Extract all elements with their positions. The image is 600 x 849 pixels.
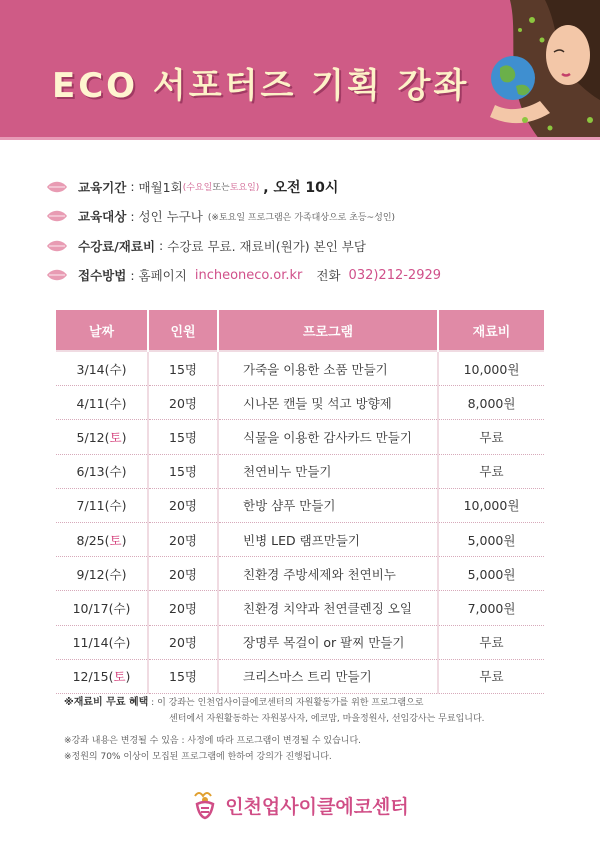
day-text: 수 xyxy=(109,464,122,480)
header-banner xyxy=(0,0,600,140)
change-note: ※강좌 내용은 변경될 수 있음 : 사정에 따라 프로그램이 변경될 수 있습니다. xyxy=(64,736,362,746)
program-cell: 시나몬 캔들 및 석고 방향제 xyxy=(218,386,438,420)
day-text: 수 xyxy=(113,635,126,651)
quota-note: ※정원의 70% 이상이 모집된 프로그램에 한하여 강의가 진행됩니다. xyxy=(64,752,332,762)
program-cell: 장명루 목걸이 or 팔찌 만들기 xyxy=(218,625,438,659)
header-count: 인원 xyxy=(148,310,218,351)
period-note-b: 토요일) xyxy=(229,183,260,194)
header-bottom-band xyxy=(0,137,600,140)
day-text: 수 xyxy=(113,600,126,616)
date-cell: 6/13(수) xyxy=(56,454,148,488)
leaf-bullet-icon xyxy=(46,209,68,223)
table-row xyxy=(56,386,544,420)
leaf-bullet-icon xyxy=(46,268,68,282)
page-title xyxy=(52,58,469,107)
center-name: 인천업사이클에코센터 xyxy=(225,795,409,818)
date-cell: 4/11(수) xyxy=(56,386,148,420)
count-cell: 20명 xyxy=(148,386,218,420)
program-cell: 크리스마스 트리 만들기 xyxy=(218,659,438,693)
fee-text: 수강료 무료. 재료비(원가) 본인 부담 xyxy=(167,238,366,254)
target-text: 성인 누구나 xyxy=(138,209,203,225)
fee-cell: 8,000원 xyxy=(438,386,544,420)
table-row xyxy=(56,351,544,386)
schedule-table xyxy=(56,310,544,694)
benefit-line2: 센터에서 자원활동하는 자원봉사자, 에코맘, 마을정원사, 선임강사는 무료입니다. xyxy=(169,714,485,724)
program-cell: 친환경 주방세제와 천연비누 xyxy=(218,557,438,591)
table-row xyxy=(56,488,544,522)
count-cell: 15명 xyxy=(148,351,218,386)
benefit-line1: : 이 강좌는 인천업사이클에코센터의 자원활동가를 위한 프로그램으로 xyxy=(148,698,424,708)
fee-cell: 10,000원 xyxy=(438,488,544,522)
phone-number[interactable]: 032)212-2929 xyxy=(348,267,442,283)
count-cell: 20명 xyxy=(148,488,218,522)
info-apply: 접수방법 : 홈페이지 incheoneco.or.kr 전화 032)212-2929 xyxy=(46,261,566,291)
apply-text: 홈페이지 xyxy=(138,268,187,284)
leaf-bullet-icon xyxy=(46,180,68,194)
table-row xyxy=(56,420,544,454)
period-time: , 오전 10시 xyxy=(263,179,339,196)
day-text: 수 xyxy=(109,566,122,582)
info-period: 교육기간 : 매월1회 (수요일 또는 토요일) , 오전 10시 xyxy=(46,172,566,202)
day-text-saturday: 토 xyxy=(109,532,122,548)
period-label: 교육기간 xyxy=(78,179,127,195)
fee-cell: 무료 xyxy=(438,659,544,693)
table-row xyxy=(56,557,544,591)
program-cell: 가죽을 이용한 소품 만들기 xyxy=(218,351,438,386)
period-text: 매월1회 xyxy=(138,179,183,195)
leaf-bullet-icon xyxy=(46,239,68,253)
fee-cell: 7,000원 xyxy=(438,591,544,625)
target-note: (※토요일 프로그램은 가족대상으로 초등~성인) xyxy=(207,212,396,223)
fee-cell: 무료 xyxy=(438,420,544,454)
header-program: 프로그램 xyxy=(218,310,438,351)
program-cell: 친환경 치약과 천연클렌징 오일 xyxy=(218,591,438,625)
date-cell: 5/12(토) xyxy=(56,420,148,454)
info-target: 교육대상 : 성인 누구나 (※토요일 프로그램은 가족대상으로 초등~성인) xyxy=(46,202,566,232)
date-cell: 3/14(수) xyxy=(56,351,148,386)
day-text-saturday: 토 xyxy=(109,429,122,445)
program-cell: 한방 샴푸 만들기 xyxy=(218,488,438,522)
count-cell: 20명 xyxy=(148,557,218,591)
woman-holding-earth-illustration xyxy=(450,0,600,140)
count-cell: 20명 xyxy=(148,591,218,625)
count-cell: 15명 xyxy=(148,454,218,488)
day-text: 수 xyxy=(109,498,122,514)
count-cell: 15명 xyxy=(148,420,218,454)
fee-cell: 무료 xyxy=(438,625,544,659)
date-cell: 7/11(수) xyxy=(56,488,148,522)
fee-cell: 무료 xyxy=(438,454,544,488)
benefit-label: ※재료비 무료 혜택 xyxy=(64,697,149,708)
date-cell: 11/14(수) xyxy=(56,625,148,659)
table-row xyxy=(56,522,544,556)
table-header-row xyxy=(56,310,544,351)
table-row xyxy=(56,659,544,693)
date-cell: 8/25(토) xyxy=(56,522,148,556)
target-label: 교육대상 xyxy=(78,209,127,225)
table-row xyxy=(56,454,544,488)
homepage-link[interactable]: incheoneco.or.kr xyxy=(194,267,303,283)
date-cell: 12/15(토) xyxy=(56,659,148,693)
benefit-note xyxy=(64,695,564,711)
fee-cell: 5,000원 xyxy=(438,522,544,556)
fee-label: 수강료/재료비 xyxy=(78,238,156,254)
header-fee: 재료비 xyxy=(438,310,544,351)
fee-cell: 10,000원 xyxy=(438,351,544,386)
header-date: 날짜 xyxy=(56,310,148,351)
period-note-a: (수요일 xyxy=(182,183,213,194)
title-eco: ECO xyxy=(52,66,139,106)
program-cell: 빈병 LED 램프만들기 xyxy=(218,522,438,556)
program-cell: 식물을 이용한 감사카드 만들기 xyxy=(218,420,438,454)
table-row xyxy=(56,625,544,659)
date-cell: 9/12(수) xyxy=(56,557,148,591)
program-cell: 천연비누 만들기 xyxy=(218,454,438,488)
phone-label: 전화 xyxy=(316,268,341,284)
day-text: 수 xyxy=(109,395,122,411)
info-fee: 수강료/재료비 : 수강료 무료. 재료비(원가) 본인 부담 xyxy=(46,231,566,261)
title-rest: 서포터즈 기획 강좌 xyxy=(138,66,470,106)
table-row xyxy=(56,591,544,625)
course-info xyxy=(46,172,566,290)
fee-cell: 5,000원 xyxy=(438,557,544,591)
center-logo-icon xyxy=(191,790,219,820)
apply-label: 접수방법 xyxy=(78,268,127,284)
day-text: 수 xyxy=(109,361,122,377)
period-note-or: 또는 xyxy=(212,183,230,194)
day-text-saturday: 토 xyxy=(113,669,126,685)
date-cell: 10/17(수) xyxy=(56,591,148,625)
count-cell: 15명 xyxy=(148,659,218,693)
notes-section xyxy=(64,695,564,765)
count-cell: 20명 xyxy=(148,625,218,659)
footer xyxy=(0,790,600,820)
count-cell: 20명 xyxy=(148,522,218,556)
